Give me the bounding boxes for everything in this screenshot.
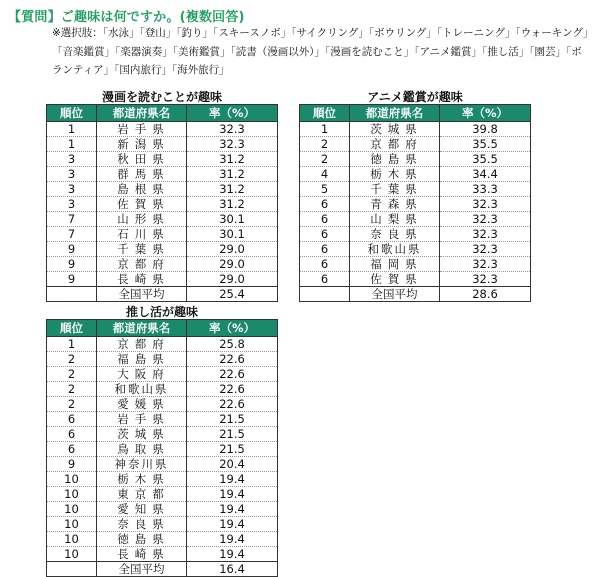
options-list: ※選択肢：「水泳」「登山」「釣り」「スキースノボ」「サイクリング」「ボウリング」「トレーニング」「ウォーキング」「音楽鑑賞」「楽器演奏」「美術鑑賞」「読書（漫画以外）」「漫画を読むこと」「アニメ鑑賞」「推し活」「園芸」「ボランティア」「国内旅行」「海外旅行」 <box>52 27 589 76</box>
cell-pref: 徳島県 <box>350 152 440 167</box>
cell-rank: 9 <box>47 457 97 472</box>
cell-pref: 奈良県 <box>97 517 187 532</box>
table-row <box>300 122 531 137</box>
table-row <box>47 367 278 382</box>
cell-rank: 2 <box>300 137 350 152</box>
cell-pref: 栃木県 <box>97 472 187 487</box>
cell-rank: 9 <box>47 257 97 272</box>
cell-pref: 福島県 <box>97 352 187 367</box>
table-row <box>300 167 531 182</box>
table-row <box>47 137 278 152</box>
cell-pref: 新潟県 <box>97 137 187 152</box>
cell-blank <box>300 287 350 302</box>
cell-rank: 6 <box>47 412 97 427</box>
table-row <box>47 337 278 352</box>
cell-pref: 徳島県 <box>97 532 187 547</box>
average-row <box>47 562 278 577</box>
table-row <box>300 272 531 287</box>
cell-rate: 19.4 <box>187 487 278 502</box>
table-row <box>47 427 278 442</box>
cell-rank: 9 <box>47 272 97 287</box>
cell-rate: 32.3 <box>187 137 278 152</box>
table-row <box>47 502 278 517</box>
cell-pref: 福岡県 <box>350 257 440 272</box>
cell-rank: 3 <box>47 152 97 167</box>
table-row <box>300 152 531 167</box>
table-row <box>47 382 278 397</box>
cell-rank: 6 <box>300 212 350 227</box>
cell-rate: 34.4 <box>440 167 531 182</box>
cell-rate: 32.3 <box>440 227 531 242</box>
cell-rank: 2 <box>300 152 350 167</box>
cell-rate: 29.0 <box>187 242 278 257</box>
cell-rank: 2 <box>47 367 97 382</box>
cell-rank: 6 <box>300 272 350 287</box>
table-row <box>47 472 278 487</box>
cell-rate: 32.3 <box>440 257 531 272</box>
table-anime <box>299 90 531 302</box>
cell-rate: 32.3 <box>440 212 531 227</box>
cell-rank: 6 <box>300 242 350 257</box>
table-row <box>47 152 278 167</box>
average-label: 全国平均 <box>97 287 187 302</box>
cell-rank: 6 <box>300 257 350 272</box>
cell-rank: 5 <box>300 182 350 197</box>
table-row <box>47 517 278 532</box>
header-prefecture: 都道府県名 <box>97 320 187 337</box>
cell-rank: 10 <box>47 502 97 517</box>
cell-rank: 9 <box>47 242 97 257</box>
cell-rate: 22.6 <box>187 367 278 382</box>
cell-rate: 32.3 <box>440 197 531 212</box>
cell-pref: 岩手県 <box>97 122 187 137</box>
cell-rank: 2 <box>47 352 97 367</box>
cell-pref: 京都府 <box>97 337 187 352</box>
cell-pref: 島根県 <box>97 182 187 197</box>
cell-pref: 長崎県 <box>97 272 187 287</box>
cell-pref: 青森県 <box>350 197 440 212</box>
cell-rank: 2 <box>47 382 97 397</box>
cell-rank: 6 <box>300 227 350 242</box>
cell-rate: 19.4 <box>187 532 278 547</box>
header-prefecture: 都道府県名 <box>350 105 440 122</box>
average-rate: 16.4 <box>187 562 278 577</box>
cell-rate: 19.4 <box>187 472 278 487</box>
cell-pref: 山形県 <box>97 212 187 227</box>
cell-rank: 4 <box>300 167 350 182</box>
table-row <box>47 272 278 287</box>
cell-pref: 愛知県 <box>97 502 187 517</box>
ranking-table <box>299 104 531 302</box>
table-row <box>47 122 278 137</box>
cell-rank: 6 <box>47 442 97 457</box>
cell-rank: 3 <box>47 197 97 212</box>
table-manga <box>46 90 278 302</box>
table-title: アニメ鑑賞が趣味 <box>367 90 463 104</box>
header-rate: 率（%） <box>440 105 531 122</box>
table-oshikatsu <box>46 305 278 577</box>
table-row <box>47 212 278 227</box>
ranking-table <box>46 319 278 577</box>
table-row <box>47 182 278 197</box>
cell-rate: 21.5 <box>187 442 278 457</box>
cell-pref: 佐賀県 <box>350 272 440 287</box>
cell-rank: 10 <box>47 517 97 532</box>
cell-pref: 京都府 <box>97 257 187 272</box>
cell-rate: 22.6 <box>187 382 278 397</box>
table-row <box>47 532 278 547</box>
cell-pref: 神奈川県 <box>97 457 187 472</box>
table-row <box>300 227 531 242</box>
cell-rate: 25.8 <box>187 337 278 352</box>
table-title: 推し活が趣味 <box>125 305 198 319</box>
table-title: 漫画を読むことが趣味 <box>101 90 222 104</box>
cell-rate: 32.3 <box>187 122 278 137</box>
average-label: 全国平均 <box>97 562 187 577</box>
cell-rank: 1 <box>47 122 97 137</box>
cell-blank <box>47 562 97 577</box>
cell-rank: 10 <box>47 487 97 502</box>
cell-rate: 30.1 <box>187 212 278 227</box>
cell-rate: 19.4 <box>187 547 278 562</box>
cell-pref: 和歌山県 <box>350 242 440 257</box>
cell-rank: 1 <box>300 122 350 137</box>
cell-rate: 32.3 <box>440 272 531 287</box>
header-rank: 順位 <box>47 105 97 122</box>
cell-rate: 21.5 <box>187 427 278 442</box>
table-row <box>47 227 278 242</box>
cell-rate: 19.4 <box>187 517 278 532</box>
cell-pref: 石川県 <box>97 227 187 242</box>
cell-pref: 茨城県 <box>97 427 187 442</box>
table-row <box>47 397 278 412</box>
ranking-table <box>46 104 278 302</box>
average-row <box>47 287 278 302</box>
cell-pref: 鳥取県 <box>97 442 187 457</box>
header-rank: 順位 <box>47 320 97 337</box>
cell-pref: 佐賀県 <box>97 197 187 212</box>
cell-rank: 3 <box>47 167 97 182</box>
cell-rank: 2 <box>47 397 97 412</box>
cell-rate: 20.4 <box>187 457 278 472</box>
table-row <box>47 167 278 182</box>
average-row <box>300 287 531 302</box>
cell-rate: 32.3 <box>440 242 531 257</box>
cell-rate: 35.5 <box>440 152 531 167</box>
cell-rank: 6 <box>47 427 97 442</box>
table-row <box>47 197 278 212</box>
cell-rank: 10 <box>47 532 97 547</box>
header-rate: 率（%） <box>187 105 278 122</box>
cell-pref: 秋田県 <box>97 152 187 167</box>
cell-rank: 1 <box>47 137 97 152</box>
cell-pref: 岩手県 <box>97 412 187 427</box>
cell-rate: 22.6 <box>187 397 278 412</box>
cell-rate: 21.5 <box>187 412 278 427</box>
cell-rank: 3 <box>47 182 97 197</box>
cell-blank <box>47 287 97 302</box>
table-row <box>300 197 531 212</box>
cell-rank: 10 <box>47 547 97 562</box>
table-row <box>47 457 278 472</box>
cell-rate: 31.2 <box>187 182 278 197</box>
average-rate: 28.6 <box>440 287 531 302</box>
cell-rate: 39.8 <box>440 122 531 137</box>
header-rate: 率（%） <box>187 320 278 337</box>
cell-pref: 千葉県 <box>97 242 187 257</box>
cell-rate: 35.5 <box>440 137 531 152</box>
table-row <box>300 212 531 227</box>
cell-pref: 東京都 <box>97 487 187 502</box>
cell-rate: 30.1 <box>187 227 278 242</box>
cell-pref: 京都府 <box>350 137 440 152</box>
cell-pref: 山梨県 <box>350 212 440 227</box>
cell-pref: 茨城県 <box>350 122 440 137</box>
table-row <box>47 412 278 427</box>
average-rate: 25.4 <box>187 287 278 302</box>
header-rank: 順位 <box>300 105 350 122</box>
table-row <box>47 487 278 502</box>
cell-rate: 29.0 <box>187 257 278 272</box>
table-row <box>47 242 278 257</box>
table-row <box>300 242 531 257</box>
cell-rate: 22.6 <box>187 352 278 367</box>
question-title: 【質問】ご趣味は何ですか。(複数回答) <box>8 10 245 25</box>
cell-rank: 1 <box>47 337 97 352</box>
cell-rate: 33.3 <box>440 182 531 197</box>
cell-rate: 19.4 <box>187 502 278 517</box>
table-row <box>47 352 278 367</box>
table-row <box>47 257 278 272</box>
cell-rate: 31.2 <box>187 167 278 182</box>
table-row <box>47 442 278 457</box>
cell-pref: 和歌山県 <box>97 382 187 397</box>
table-row <box>300 137 531 152</box>
cell-pref: 大阪府 <box>97 367 187 382</box>
cell-rate: 29.0 <box>187 272 278 287</box>
cell-rate: 31.2 <box>187 197 278 212</box>
table-row <box>300 257 531 272</box>
cell-pref: 長崎県 <box>97 547 187 562</box>
cell-pref: 栃木県 <box>350 167 440 182</box>
cell-pref: 千葉県 <box>350 182 440 197</box>
header-prefecture: 都道府県名 <box>97 105 187 122</box>
table-row <box>300 182 531 197</box>
cell-rank: 10 <box>47 472 97 487</box>
cell-pref: 群馬県 <box>97 167 187 182</box>
cell-rank: 6 <box>300 197 350 212</box>
cell-rank: 7 <box>47 227 97 242</box>
cell-pref: 奈良県 <box>350 227 440 242</box>
cell-pref: 愛媛県 <box>97 397 187 412</box>
cell-rank: 7 <box>47 212 97 227</box>
average-label: 全国平均 <box>350 287 440 302</box>
cell-rate: 31.2 <box>187 152 278 167</box>
table-row <box>47 547 278 562</box>
